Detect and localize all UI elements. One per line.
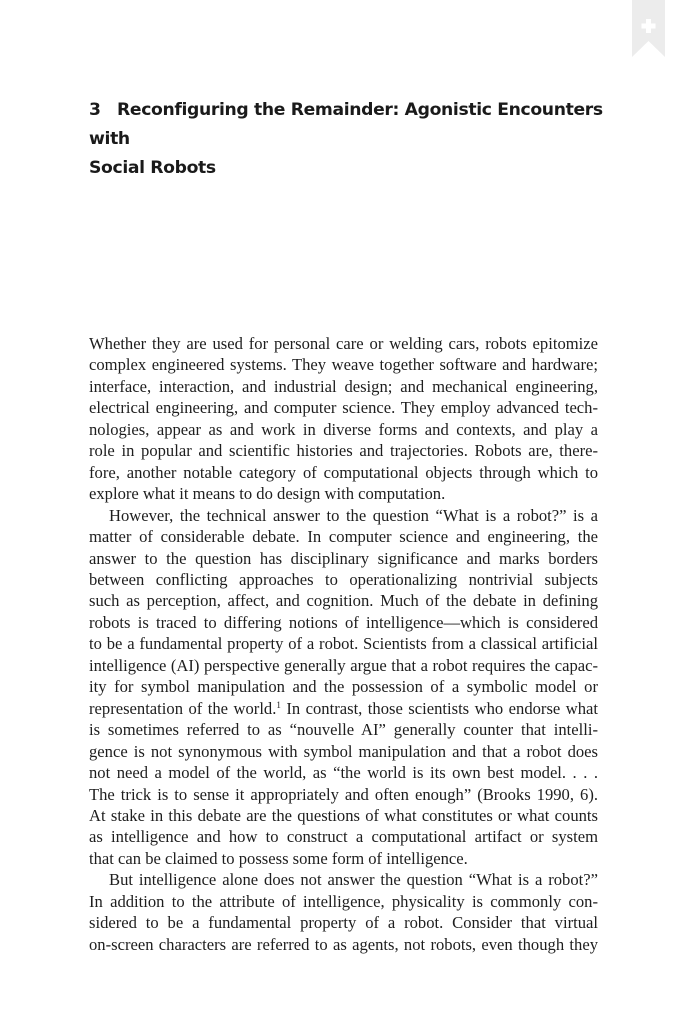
text-line: role in popular and scientific histories and trajectories. Robots are, there- [89,441,598,461]
text-line: is sometimes referred to as “nouvelle AI” generally counter that intelli- [89,720,598,740]
text-line: sidered to be a fundamental property of a robot. Consider that virtual [89,913,598,933]
text-line: At stake in this debate are the questions of what constitutes or what counts [89,805,598,825]
paragraph-3 [89,869,598,955]
text-line: answer to the question has disciplinary significance and marks borders [89,548,598,568]
text-line: matter of considerable debate. In computer science and engineering, the [89,527,598,547]
text-line: But intelligence alone does not answer the question “What is a robot?” [109,870,598,890]
chapter-number: 3 [89,100,101,120]
text-line: to be a fundamental property of a robot. Scientists from a classical artificial [89,634,598,654]
bookmark-plus-icon [632,0,665,57]
text-line: electrical engineering, and computer science. They employ advanced tech- [89,398,598,418]
footnote-marker[interactable]: 1 [276,699,281,710]
chapter-title-line-1: Reconfiguring the Remainder: Agonistic Encounters with [89,100,603,149]
body-text [89,333,598,955]
text-line: complex engineered systems. They weave together software and hardware; [89,355,598,375]
text-line: intelligence (AI) perspective generally argue that a robot requires the capac- [89,655,598,675]
text-line: not need a model of the world, as “the world is its own best model. . . . [89,763,598,783]
text-line: In addition to the attribute of intelligence, physicality is commonly con- [89,891,598,911]
text-fragment: representation of the world. [89,698,277,718]
text-line: fore, another notable category of computational objects through which to [89,462,598,482]
text-line: The trick is to sense it appropriately and often enough” (Brooks 1990, 6). [89,784,598,804]
text-line: between conflicting approaches to operationalizing nontrivial subjects [89,569,598,589]
bookmark-button[interactable] [632,0,665,57]
text-fragment: In contrast, those scientists who endorse what [280,698,599,718]
text-line: explore what it means to do design with computation. [89,484,446,504]
text-line: However, the technical answer to the question “What is a robot?” is a [109,505,598,525]
text-line: interface, interaction, and industrial design; and mechanical engineering, [89,376,598,396]
text-line: on-screen characters are referred to as agents, not robots, even though they [89,934,598,954]
chapter-title [89,96,609,183]
text-line: that can be claimed to possess some form of intelligence. [89,848,468,868]
text-line: such as perception, affect, and cognition. Much of the debate in defining [89,591,598,611]
text-line: robots is traced to differing notions of intelligence—which is considered [89,612,598,632]
chapter-title-line-2: Social Robots [89,158,216,178]
text-line: as intelligence and how to construct a computational artifact or system [89,827,598,847]
text-line: ity for symbol manipulation and the possession of a symbolic model or [89,677,598,697]
text-line: nologies, appear as and work in diverse forms and contexts, and play a [89,419,598,439]
text-line: gence is not synonymous with symbol manipulation and that a robot does [89,741,598,761]
paragraph-1 [89,333,598,505]
text-line: Whether they are used for personal care or welding cars, robots epitomize [89,334,598,353]
text-line-with-footnote [89,698,598,719]
paragraph-2 [89,505,598,870]
